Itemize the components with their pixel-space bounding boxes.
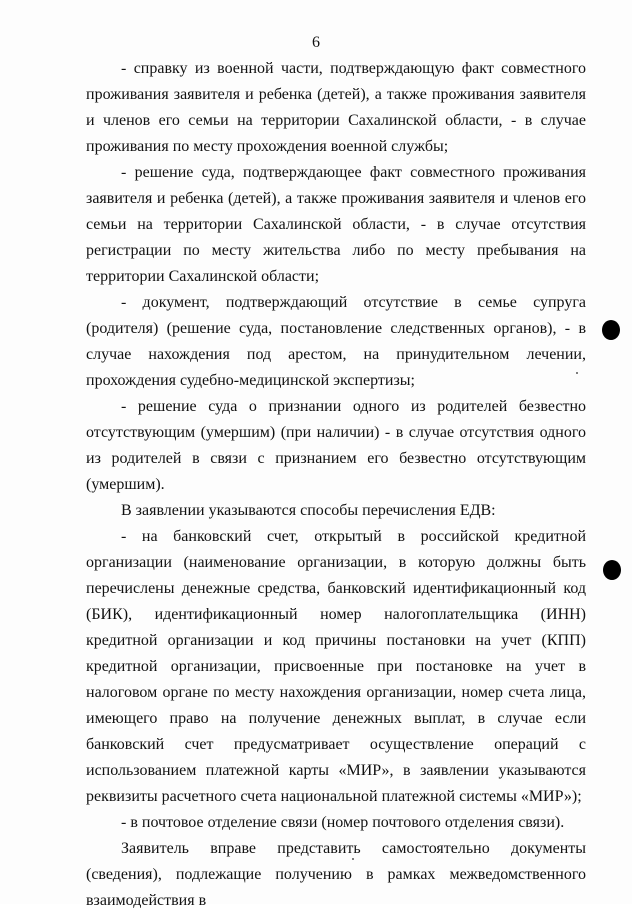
page-number: 6	[312, 34, 320, 51]
paragraph-spouse-absence-document: - документ, подтверждающий отсутствие в семье супруга (родителя) (решение суда, постановление следственных органов), - в случае нахождения под арестом, на принудительном лечении, прохождения судебно-медицинской экспертизы;	[86, 294, 586, 389]
paragraph-applicant-right: Заявитель вправе представить самостоятельно документы (сведения), подлежащие получению в рамках межведомственного взаимодействия в	[86, 840, 586, 909]
punch-hole-mark	[602, 320, 620, 340]
paragraph-bank-account: - на банковский счет, открытый в российской кредитной организации (наименование организации, в которую должны быть перечислены денежные средства, банковский идентификационный код (БИК), идентификационный номер налогоплательщика (ИНН) кредитной организации и код причины постановки на учет (КПП) кредитной организации, присвоенные при постановке на учет в налоговом органе по месту нахождения организации, номер счета лица, имеющего право на получение денежных выплат, в случае если банковский счет предусматривает осуществление операций с использованием платежной карты «МИР», в заявлении указываются реквизиты расчетного счета национальной платежной системы «МИР»);	[86, 528, 586, 805]
document-body	[86, 56, 586, 914]
paragraph-court-decision-missing-parent: - решение суда о признании одного из родителей безвестно отсутствующим (умершим) (при наличии) - в случае отсутствия одного из родителей в связи с признанием его безвестно отсутствующим (умершим).	[86, 398, 586, 493]
paragraph-court-decision-residence: - решение суда, подтверждающее факт совместного проживания заявителя и ребенка (детей), а также проживания заявителя и членов его семьи на территории Сахалинской области, - в случае отсутствия регистрации по месту жительства либо по месту пребывания на территории Сахалинской области;	[86, 164, 586, 285]
paragraph-payment-methods-heading: В заявлении указываются способы перечисления ЕДВ:	[121, 502, 496, 519]
paragraph-post-office: - в почтовое отделение связи (номер почтового отделения связи).	[121, 814, 565, 831]
paragraph-military-certificate: - справку из военной части, подтверждающую факт совместного проживания заявителя и ребенка (детей), а также проживания заявителя и членов его семьи на территории Сахалинской области, - в случае проживания по месту прохождения военной службы;	[86, 60, 586, 155]
punch-hole-mark	[603, 560, 621, 580]
scan-speck	[576, 372, 578, 374]
scan-speck	[352, 858, 354, 860]
